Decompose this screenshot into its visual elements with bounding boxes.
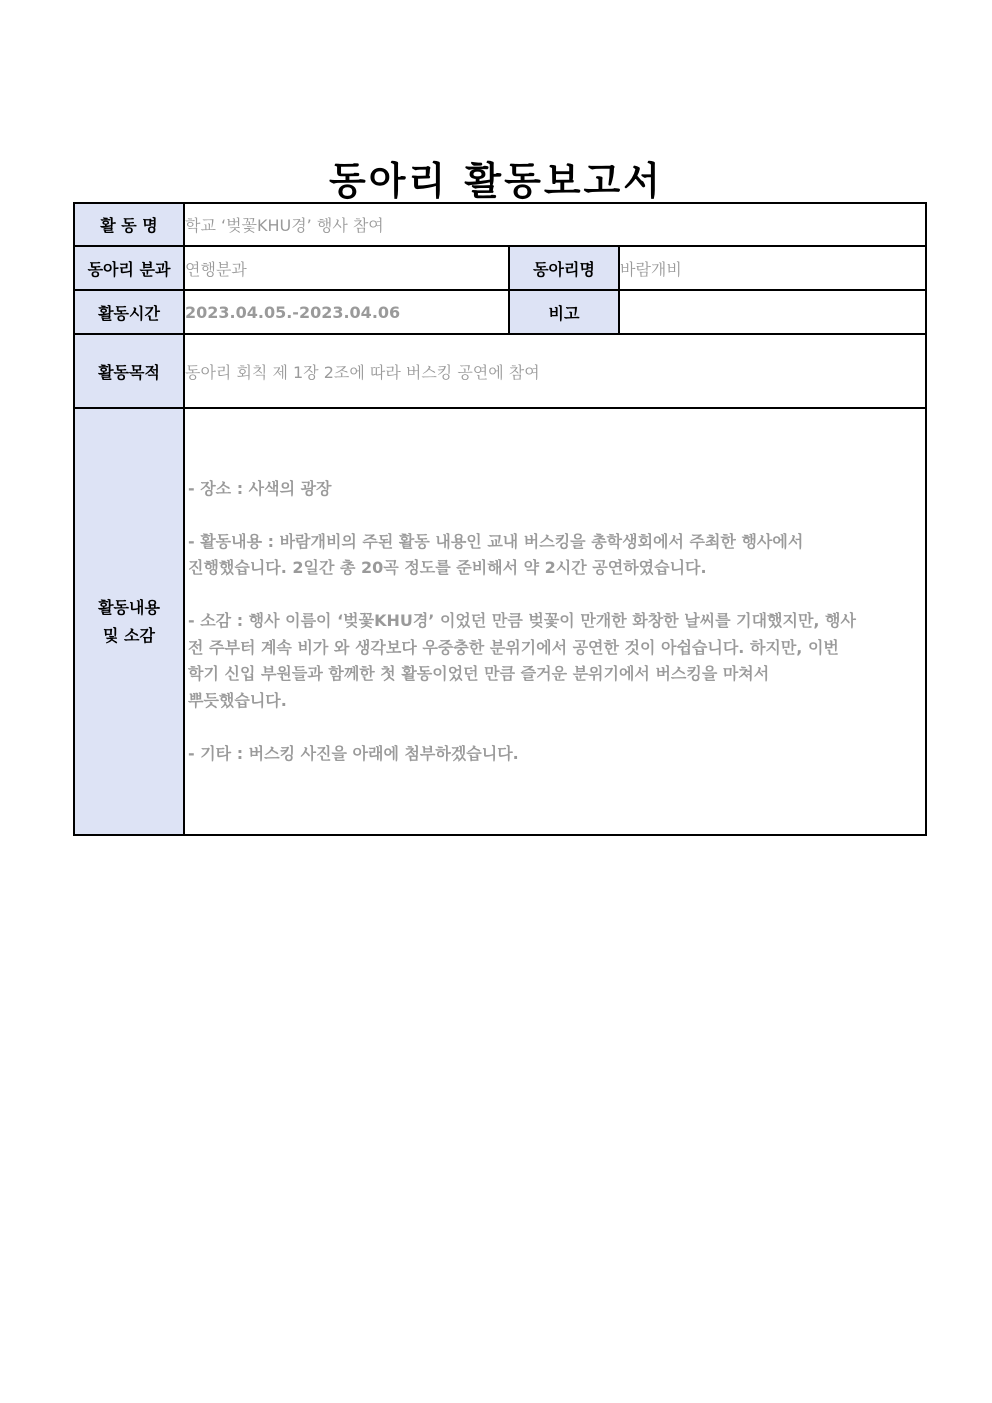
note-label: 비고 [509, 290, 619, 334]
purpose-label: 활동목적 [74, 334, 184, 408]
content-label-line2: 및 소감 [103, 625, 155, 645]
content-label-line1: 활동내용 [98, 597, 160, 617]
club-division-label: 동아리 분과 [74, 246, 184, 290]
club-name-value[interactable]: 바람개비 [619, 246, 926, 290]
content-activity-line2: 진행했습니다. 2일간 총 20곡 정도를 준비해서 약 2시간 공연하였습니다. [188, 558, 707, 578]
content-etc: - 기타 : 버스킹 사진을 아래에 첨부하겠습니다. [188, 743, 519, 763]
row-club-info [74, 246, 926, 290]
content-impression-line3: 학기 신입 부원들과 함께한 첫 활동이었던 만큼 즐거운 분위기에서 버스킹을 마쳐서 [188, 664, 770, 684]
club-division-value[interactable]: 연행분과 [184, 246, 509, 290]
content-place: - 장소 : 사색의 광장 [188, 478, 332, 498]
row-purpose [74, 334, 926, 408]
activity-name-label: 활 동 명 [74, 203, 184, 246]
content-impression-line2: 전 주부터 계속 비가 와 생각보다 우중충한 분위기에서 공연한 것이 아쉽습니다. 하지만, 이번 [188, 637, 839, 657]
activity-time-label: 활동시간 [74, 290, 184, 334]
row-activity-time [74, 290, 926, 334]
content-label [74, 408, 184, 835]
page-title: 동아리 활동보고서 [329, 159, 663, 203]
content-impression-line4: 뿌듯했습니다. [188, 690, 287, 710]
note-value[interactable] [619, 290, 926, 334]
report-table [73, 202, 927, 836]
row-content [74, 408, 926, 835]
content-value[interactable] [184, 408, 926, 835]
content-impression-line1: - 소감 : 행사 이름이 ‘벚꽃KHU경’ 이었던 만큼 벚꽃이 만개한 화창한 날씨를 기대했지만, 행사 [188, 611, 856, 631]
row-activity-name [74, 203, 926, 246]
purpose-value[interactable]: 동아리 회칙 제 1장 2조에 따라 버스킹 공연에 참여 [184, 334, 926, 408]
content-activity-line1: - 활동내용 : 바람개비의 주된 활동 내용인 교내 버스킹을 총학생회에서 주최한 행사에서 [188, 531, 804, 551]
activity-time-value[interactable]: 2023.04.05.-2023.04.06 [184, 290, 509, 334]
activity-name-value[interactable]: 학교 ‘벚꽃KHU경’ 행사 참여 [184, 203, 926, 246]
club-name-label: 동아리명 [509, 246, 619, 290]
